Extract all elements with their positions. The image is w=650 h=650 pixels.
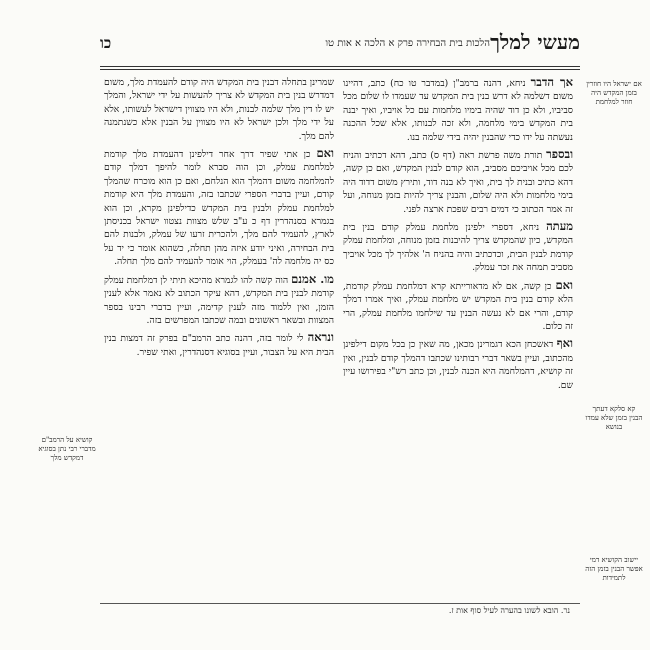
margin-note-4: קושיא על הרמב"ם מדברי רבי נתן בסוגיא דמקדש מלך	[38, 436, 96, 462]
paragraph	[104, 273, 334, 328]
paragraph	[343, 337, 573, 392]
header-rule-secondary	[100, 69, 580, 70]
paragraph-lead-word: ואף	[556, 336, 573, 351]
margin-note-2: קא סלקא דעתך הבנין בזמן שלא עמדו בנושא	[585, 405, 643, 431]
paragraph-lead-word: ונראה	[307, 330, 334, 345]
paragraph	[104, 331, 334, 359]
paragraph-text: לי לומר בזה, דהנה כתב הרמב"ם בפרק זה דמצות בנין הבית היא על הצבור, ועיין בסוגיא דסנהדרין, ואתי שפיר.	[104, 333, 334, 358]
footnote-rule	[100, 603, 580, 604]
header-rule	[100, 66, 580, 67]
paragraph-lead-word: אך הדבר	[530, 76, 573, 89]
paragraph	[104, 76, 334, 143]
paragraph-text: ניחא, דהנה ברמב"ן (במדבר טו כח) כתב, דהיינו משום דשלמה לא דרש בנין בית המקדש עד שעמדו לו שלום מכל סביביו, ולא כן דוד שהיה בימיו מלחמות עם כל אויביו, ואיך יבנה בית המקדש בימי מלחמה, ולא זכה לבנותו, אלא שכל ההכנה נעשתה על ידו כדי שהבנין יהיה בידי שלמה בנו.	[343, 78, 573, 143]
paragraph	[343, 148, 573, 216]
paragraph-text: הוה קשה להו לגמרא מהיכא תיתי לן דמלחמת עמלק קודמת לבנין בית המקדש, דהא עיקר הכתוב לא נאמר אלא לענין הזמן, ואין ללמוד מזה לענין קדימה, ועיין בדברי רבינו בספר המצוות ובשאר ראשונים ובמה שכתבו המפרשים בזה.	[104, 274, 334, 326]
margin-note-1: אם ישראל היו חוזרין בזמן המקדש היה חוזר למלחמת	[586, 80, 642, 106]
paragraph	[343, 220, 573, 275]
paragraph-text: דאשכחן הכא דגמרינן מכאן, מה שאין כן בכל מקום דילפינן מהכתוב, ועיין בשאר דברי רבותינו שכתבו דהמלך קודם לבנין, ואין זה קושיא, דהמלחמה היא הכנה לבנין, וכן כתב רש"י בפירושו עיין שם.	[343, 339, 573, 391]
running-header	[100, 30, 580, 70]
book-title: מעשי למלך	[490, 30, 580, 54]
paragraph-lead-word: מו. אמנם	[291, 271, 334, 286]
right-column	[343, 76, 573, 596]
paragraph-text: שמרינן בתחלה דבנין בית המקדש היה קודם להעמדת מלך, משום דמדרש בנין בית המקדש לא צריך להעשות על ידי ישראל, והמלך יש לו דין מלך שלמה לבנות, ולא היו מצווין דישראל לעשותו, אלא על ידי מלך ולכן ישראל לא היו מצווין על הבנין אלא כשנתמנה להם מלך.	[104, 77, 334, 142]
paragraph-text: ניחא, דספרי ילפינן מלחמת עמלק קודם בנין בית המקדש, כיון שהמקדש צריך להיבנות בזמן מנוחה, ומלחמת עמלק קודמת לבנין הבית, וכדכתיב והיה בהניח ה' אלהיך לך מכל אויביך מסביב תמחה את זכר עמלק.	[343, 222, 573, 274]
paragraph-text: כן אתי שפיר דרך אחר דילפינן דהעמדת מלך קודמת למלחמת עמלק, וכן הוה סברא לומר להיפך דמלך קודם להמלחמה משום דהמלך הוא הנלחם, ואם כן הוא מוכרח שהמלך קודם, ועיין בדברי הספרי שכתבו בזה, והעמדת מלך היא קודמת למלחמת עמלק ולבנין בית המקדש כדילפינן מקרא, וכן הוא בגמרא בסנהדרין דף כ ע"ב שלש מצוות נצטוו ישראל בכניסתן לארץ, להעמיד להם מלך, ולהכרית זרעו של עמלק, ולבנות להם בית הבחירה, ואיני יודע איזה מהן תחלה, כשהוא אומר כי יד על כס יה מלחמה לה' בעמלק, הוי אומר להעמיד להם מלך תחלה.	[104, 149, 334, 268]
paragraph	[343, 76, 573, 144]
paragraph-lead-word: ואם	[316, 146, 334, 161]
margin-note-3: יישוב הקושיא דמי אפשר הבנין בזמן הזה לתמידות	[585, 556, 643, 582]
paragraph-lead-word: מעתה	[546, 219, 573, 234]
section-reference: הלכות בית הבחירה פרק א הלכה א אות טו	[325, 38, 490, 49]
paragraph-text: תורת משה פרשת ראה (דף ס) כתב, דהא דכתיב והניח לכם מכל אויביכם מסביב, הוא קודם לבנין המקדש, ואם כן קשה, דהא כתיב ובנית לך בית, ואיך לא בנה דוד, ותירץ משום דדוד היה בימי מלחמות ולא היה שלום, והבנין צריך להיות בזמן מנוחה, ועל זה אמר הכתוב כי דמים רבים שפכת ארצה לפני.	[343, 150, 573, 215]
paragraph-lead-word: ובספר	[546, 147, 573, 162]
left-column	[104, 76, 334, 596]
paragraph	[104, 147, 334, 269]
paragraph	[343, 279, 573, 334]
paragraph-text: כן קשה, אם לא מדאורייתא קרא דמלחמת עמלק קודמת, הלא קודם בנין בית המקדש יש מלחמת עמלק, ואיך אמרו דמלך קודם, והרי אם לא נעשה הבנין עד שילחמו מלחמת עמלק, הרי זה כלום.	[343, 280, 573, 332]
footnote: נר. הובא לשונו בהערה לעיל סוף אות ז.	[448, 606, 570, 615]
paragraph-lead-word: ואם	[555, 277, 573, 292]
page-number: כו	[100, 34, 112, 52]
